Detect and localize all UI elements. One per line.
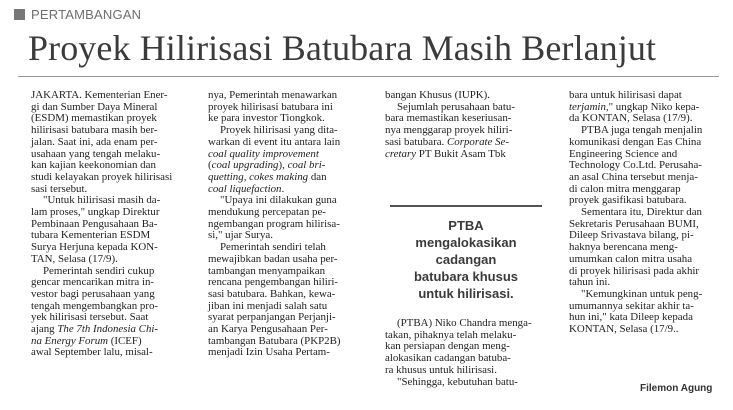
- section-rubric: [14, 6, 141, 22]
- text-line: alokasikan cadangan batuba-: [385, 352, 511, 365]
- text-line: komunikasi dengan Eas China: [569, 135, 702, 148]
- text-line: Technology Co.Ltd. Perusaha-: [569, 159, 702, 172]
- text-line: gencar mencarikan mitra in-: [31, 276, 155, 289]
- text-line: tengah mengembangkan pro-: [31, 299, 159, 312]
- text-line: JAKARTA. Kementerian Ener-: [31, 89, 168, 101]
- text-line: "Untuk hilirisasi masih da-: [43, 194, 161, 207]
- article-column-2: [208, 90, 366, 359]
- text-line: hilirisasi batubara masih ber-: [31, 124, 158, 137]
- text-line: ngembangan program hilirisa-: [208, 217, 340, 230]
- text-line: bara memastikan keseriusan-: [385, 112, 512, 125]
- text-line: bara untuk hilirisasi dapat: [569, 89, 682, 101]
- text-line: takan, pihaknya telah melaku-: [385, 328, 517, 341]
- paragraph: [569, 207, 727, 289]
- paragraph: [385, 377, 543, 389]
- text-line: terjamin," ungkap Niko kepa-: [569, 100, 700, 113]
- text-line: tambangan Batubara (PKP2B): [208, 334, 341, 347]
- rubric-square-icon: [14, 9, 25, 20]
- text-line: sasi tersebut.: [31, 182, 88, 195]
- text-line: lam proses," ungkap Direktur: [31, 206, 160, 219]
- author-byline: Filemon Agung: [640, 383, 713, 394]
- text-line: hun ini," kata Dileep kepada: [569, 311, 693, 324]
- paragraph: [569, 289, 727, 336]
- text-line: mewajibkan badan usaha per-: [208, 252, 338, 265]
- text-line: (ESDM) memastikan proyek: [31, 112, 157, 125]
- text-line: Sementara itu, Direktur dan: [581, 206, 702, 219]
- text-line: (PTBA) Niko Chandra menga-: [397, 317, 532, 329]
- text-line: "Kemungkinan untuk peng-: [581, 287, 703, 300]
- text-line: na Energy Forum (ICEF): [31, 334, 142, 347]
- text-line: studi kelayakan proyek hilirisasi: [31, 170, 173, 183]
- text-line: an Karya Pengusahaan Per-: [208, 323, 328, 336]
- text-line: bangan Khusus (IUPK).: [385, 89, 490, 101]
- text-line: Pembinaan Pengusahaan Ba-: [31, 217, 158, 230]
- article-column-3-top: [385, 90, 543, 160]
- text-line: mendukung percepatan pe-: [208, 206, 326, 219]
- text-line: Engineering Science and: [569, 147, 678, 160]
- pull-quote-line: batubara khusus: [413, 269, 519, 284]
- text-line: PTBA juga tengah menjalin: [581, 124, 703, 137]
- pull-quote-line: untuk hilirisasi.: [418, 286, 514, 301]
- text-line: ke para investor Tiongkok.: [208, 112, 325, 125]
- text-line: awal September lalu, misal-: [31, 346, 153, 359]
- article-column-1: [31, 90, 189, 359]
- text-line: Dileep Srivastava bilang, pi-: [569, 229, 694, 242]
- text-line: "Upaya ini dilakukan guna: [220, 194, 337, 207]
- text-line: yek hilirisasi tersebut. Saat: [31, 311, 149, 324]
- text-line: usahaan yang tengah melaku-: [31, 147, 161, 160]
- text-line: vestor bagi perusahaan yang: [31, 287, 155, 300]
- text-line: sasi batubara. Corporate Se-: [385, 135, 510, 148]
- text-line: tambangan menyampaikan: [208, 264, 326, 277]
- paragraph: [208, 242, 366, 359]
- text-line: Sejumlah perusahaan batu-: [397, 100, 515, 113]
- text-line: Pemerintah sendiri telah: [220, 241, 326, 254]
- text-line: kan kajian keekonomian dan: [31, 159, 156, 172]
- text-line: coal quality improvement: [208, 147, 319, 160]
- text-line: ra khusus untuk hilirisasi.: [385, 363, 497, 376]
- text-line: haknya berencana meng-: [569, 241, 678, 254]
- text-line: kan persiapan dengan meng-: [385, 340, 510, 353]
- text-line: proyek hilirisasi batubara ini: [208, 100, 333, 113]
- headline: Proyek Hilirisasi Batubara Masih Berlanjut: [28, 28, 657, 68]
- text-line: di calon mitra menggarap: [569, 182, 681, 195]
- paragraph: [385, 318, 543, 377]
- text-line: si," ujar Surya.: [208, 229, 273, 242]
- paragraph: [385, 102, 543, 161]
- text-line: warkan di event itu antara lain: [208, 135, 341, 148]
- text-line: KONTAN, Selasa (17/9..: [569, 323, 679, 336]
- text-line: "Sehingga, kebutuhan batu-: [397, 375, 518, 388]
- paragraph: [208, 125, 366, 195]
- paragraph: [208, 90, 366, 125]
- pull-quote-line: cadangan: [435, 252, 497, 267]
- paragraph: [208, 195, 366, 242]
- paragraph: [31, 266, 189, 360]
- text-line: Proyek hilirisasi yang dita-: [220, 124, 338, 137]
- text-line: coal liquefaction.: [208, 182, 285, 195]
- text-line: TAN, Selasa (17/9).: [31, 252, 118, 265]
- text-line: umumkan calon mitra usaha: [569, 252, 693, 265]
- text-line: da KONTAN, Selasa (17/9).: [569, 112, 693, 125]
- text-line: jalan. Saat ini, ada enam per-: [31, 135, 158, 148]
- text-line: syarat perpanjangan Perjanji-: [208, 311, 336, 324]
- text-line: rencana pengembangan hiliri-: [208, 276, 339, 289]
- text-line: menjadi Izin Usaha Pertam-: [208, 346, 330, 359]
- paragraph: [569, 90, 727, 125]
- text-line: proyek gasifikasi batubara.: [569, 194, 687, 207]
- rubric-label: PERTAMBANGAN: [31, 6, 142, 22]
- text-line: tubara Kementerian ESDM: [31, 229, 151, 242]
- text-line: nya menggarap proyek hiliri-: [385, 124, 513, 137]
- text-line: Surya Herjuna kepada KON-: [31, 241, 158, 254]
- text-line: jiban ini menjadi salah satu: [208, 299, 328, 312]
- pull-quote-line: mengalokasikan: [415, 235, 517, 250]
- article-column-3-bottom: [385, 318, 543, 388]
- pull-quote: [390, 205, 542, 307]
- text-line: Pemerintah sendiri cukup: [43, 264, 155, 277]
- paragraph: [569, 125, 727, 207]
- text-line: nya, Pemerintah menawarkan: [208, 89, 338, 101]
- text-line: (coal upgrading), coal bri-: [208, 159, 326, 172]
- paragraph: [385, 90, 543, 102]
- text-line: umumannya sekitar akhir ta-: [569, 299, 694, 312]
- headline-divider: [18, 76, 719, 77]
- pull-quote-line: PTBA: [448, 218, 484, 233]
- text-line: sasi batubara. Bahkan, kewa-: [208, 287, 336, 300]
- text-line: gi dan Sumber Daya Mineral: [31, 100, 158, 113]
- text-line: di proyek hilirisasi pada akhir: [569, 264, 700, 277]
- text-line: cretary PT Bukit Asam Tbk: [385, 147, 506, 160]
- text-line: ajang The 7th Indonesia Chi-: [31, 323, 159, 336]
- text-line: quetting, cokes making dan: [208, 170, 327, 183]
- text-line: an asal China tersebut menja-: [569, 170, 698, 183]
- text-line: tahun ini.: [569, 276, 611, 289]
- article-column-4: [569, 90, 727, 336]
- text-line: Sekretaris Perusahaan BUMI,: [569, 217, 699, 230]
- paragraph: [31, 195, 189, 265]
- paragraph: [31, 90, 189, 195]
